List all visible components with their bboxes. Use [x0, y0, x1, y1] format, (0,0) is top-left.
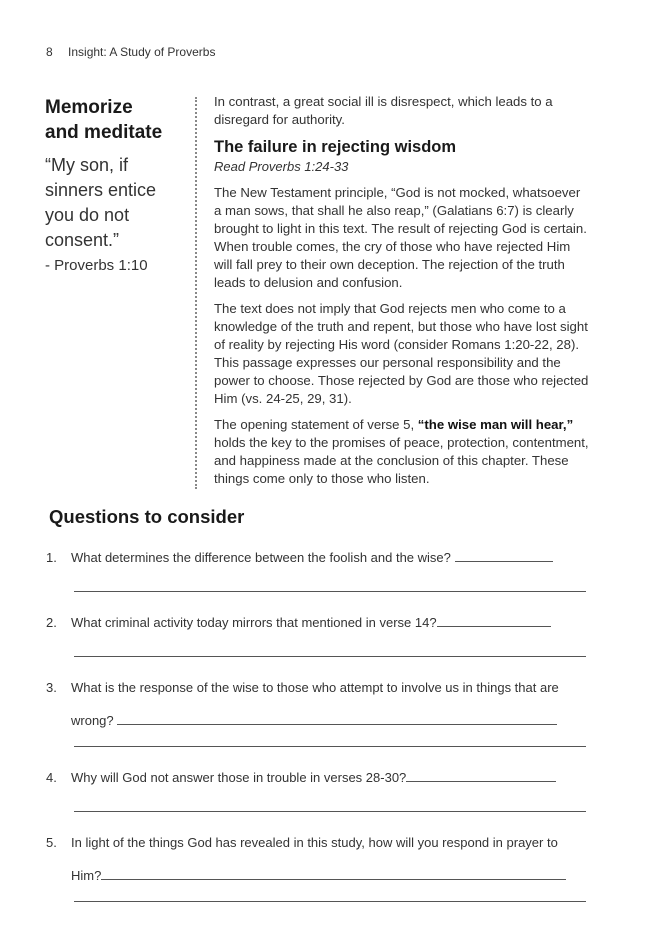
- question-5: [46, 826, 586, 892]
- question-text: Why will God not answer those in trouble in verses 28-30?: [71, 770, 407, 785]
- answer-line[interactable]: [74, 656, 586, 657]
- questions-heading: Questions to consider: [49, 506, 245, 527]
- memorize-sidebar: [45, 95, 185, 274]
- question-number: 1.: [46, 550, 57, 565]
- answer-blank[interactable]: [455, 549, 553, 562]
- answer-line[interactable]: [74, 746, 586, 747]
- question-4: [46, 761, 586, 794]
- book-title: Insight: A Study of Proverbs: [68, 45, 216, 59]
- main-column: [214, 93, 590, 496]
- verse-reference: - Proverbs 1:10: [45, 257, 148, 274]
- section-title: The failure in rejecting wisdom: [214, 138, 457, 156]
- question-text: In light of the things God has revealed in this study, how will you respond in prayer to Him?: [71, 835, 558, 883]
- body-paragraph-2: The text does not imply that God rejects men who come to a knowledge of the truth and repent, but those who have lost sight of reality by rejecting His word (consider Romans 1:20-22, 28). This passage expresses our personal responsibility and the power to choose. Those rejected by God are those who rejected Him (vs. 24-25, 29, 31).: [214, 301, 589, 406]
- answer-blank[interactable]: [406, 769, 556, 782]
- question-number: 2.: [46, 615, 57, 630]
- question-1: [46, 541, 586, 574]
- sidebar-heading: Memorize and meditate: [45, 97, 163, 143]
- question-number: 4.: [46, 770, 57, 785]
- dotted-divider: [195, 97, 197, 489]
- intro-paragraph: In contrast, a great social ill is disrespect, which leads to a disregard for authority.: [214, 94, 553, 127]
- question-text: What determines the difference between the foolish and the wise?: [71, 550, 451, 565]
- answer-line[interactable]: [74, 901, 586, 902]
- answer-blank[interactable]: [437, 614, 551, 627]
- page-number: 8: [46, 45, 53, 59]
- question-number: 3.: [46, 680, 57, 695]
- answer-blank[interactable]: [101, 867, 566, 880]
- body-paragraph-1: The New Testament principle, “God is not mocked, whatsoever a man sows, that shall he also reap,” (Galatians 6:7) is clearly brought to light in this text. The result of rejecting God is certain. When trouble comes, the cry of those who have rejected Him will fall prey to their own deception. The rejection of the truth leads to delusion and confusion.: [214, 185, 587, 290]
- running-header: [46, 45, 215, 59]
- question-3: [46, 671, 586, 737]
- question-text: What is the response of the wise to those who attempt to involve us in things that are wrong?: [71, 680, 559, 728]
- answer-line[interactable]: [74, 591, 586, 592]
- question-text: What criminal activity today mirrors that mentioned in verse 14?: [71, 615, 437, 630]
- answer-line[interactable]: [74, 811, 586, 812]
- question-2: [46, 606, 586, 639]
- bold-quote: “the wise man will hear,”: [417, 417, 574, 432]
- body-paragraph-3: The opening statement of verse 5, “the wise man will hear,” holds the key to the promises of peace, protection, contentment, and happiness made at the conclusion of this chapter. These things come only to those who listen.: [214, 417, 589, 486]
- reading-reference: Read Proverbs 1:24-33: [214, 159, 349, 174]
- memory-verse: “My son, if sinners entice you do not consent.”: [45, 155, 157, 250]
- answer-blank[interactable]: [117, 712, 557, 725]
- question-number: 5.: [46, 835, 57, 850]
